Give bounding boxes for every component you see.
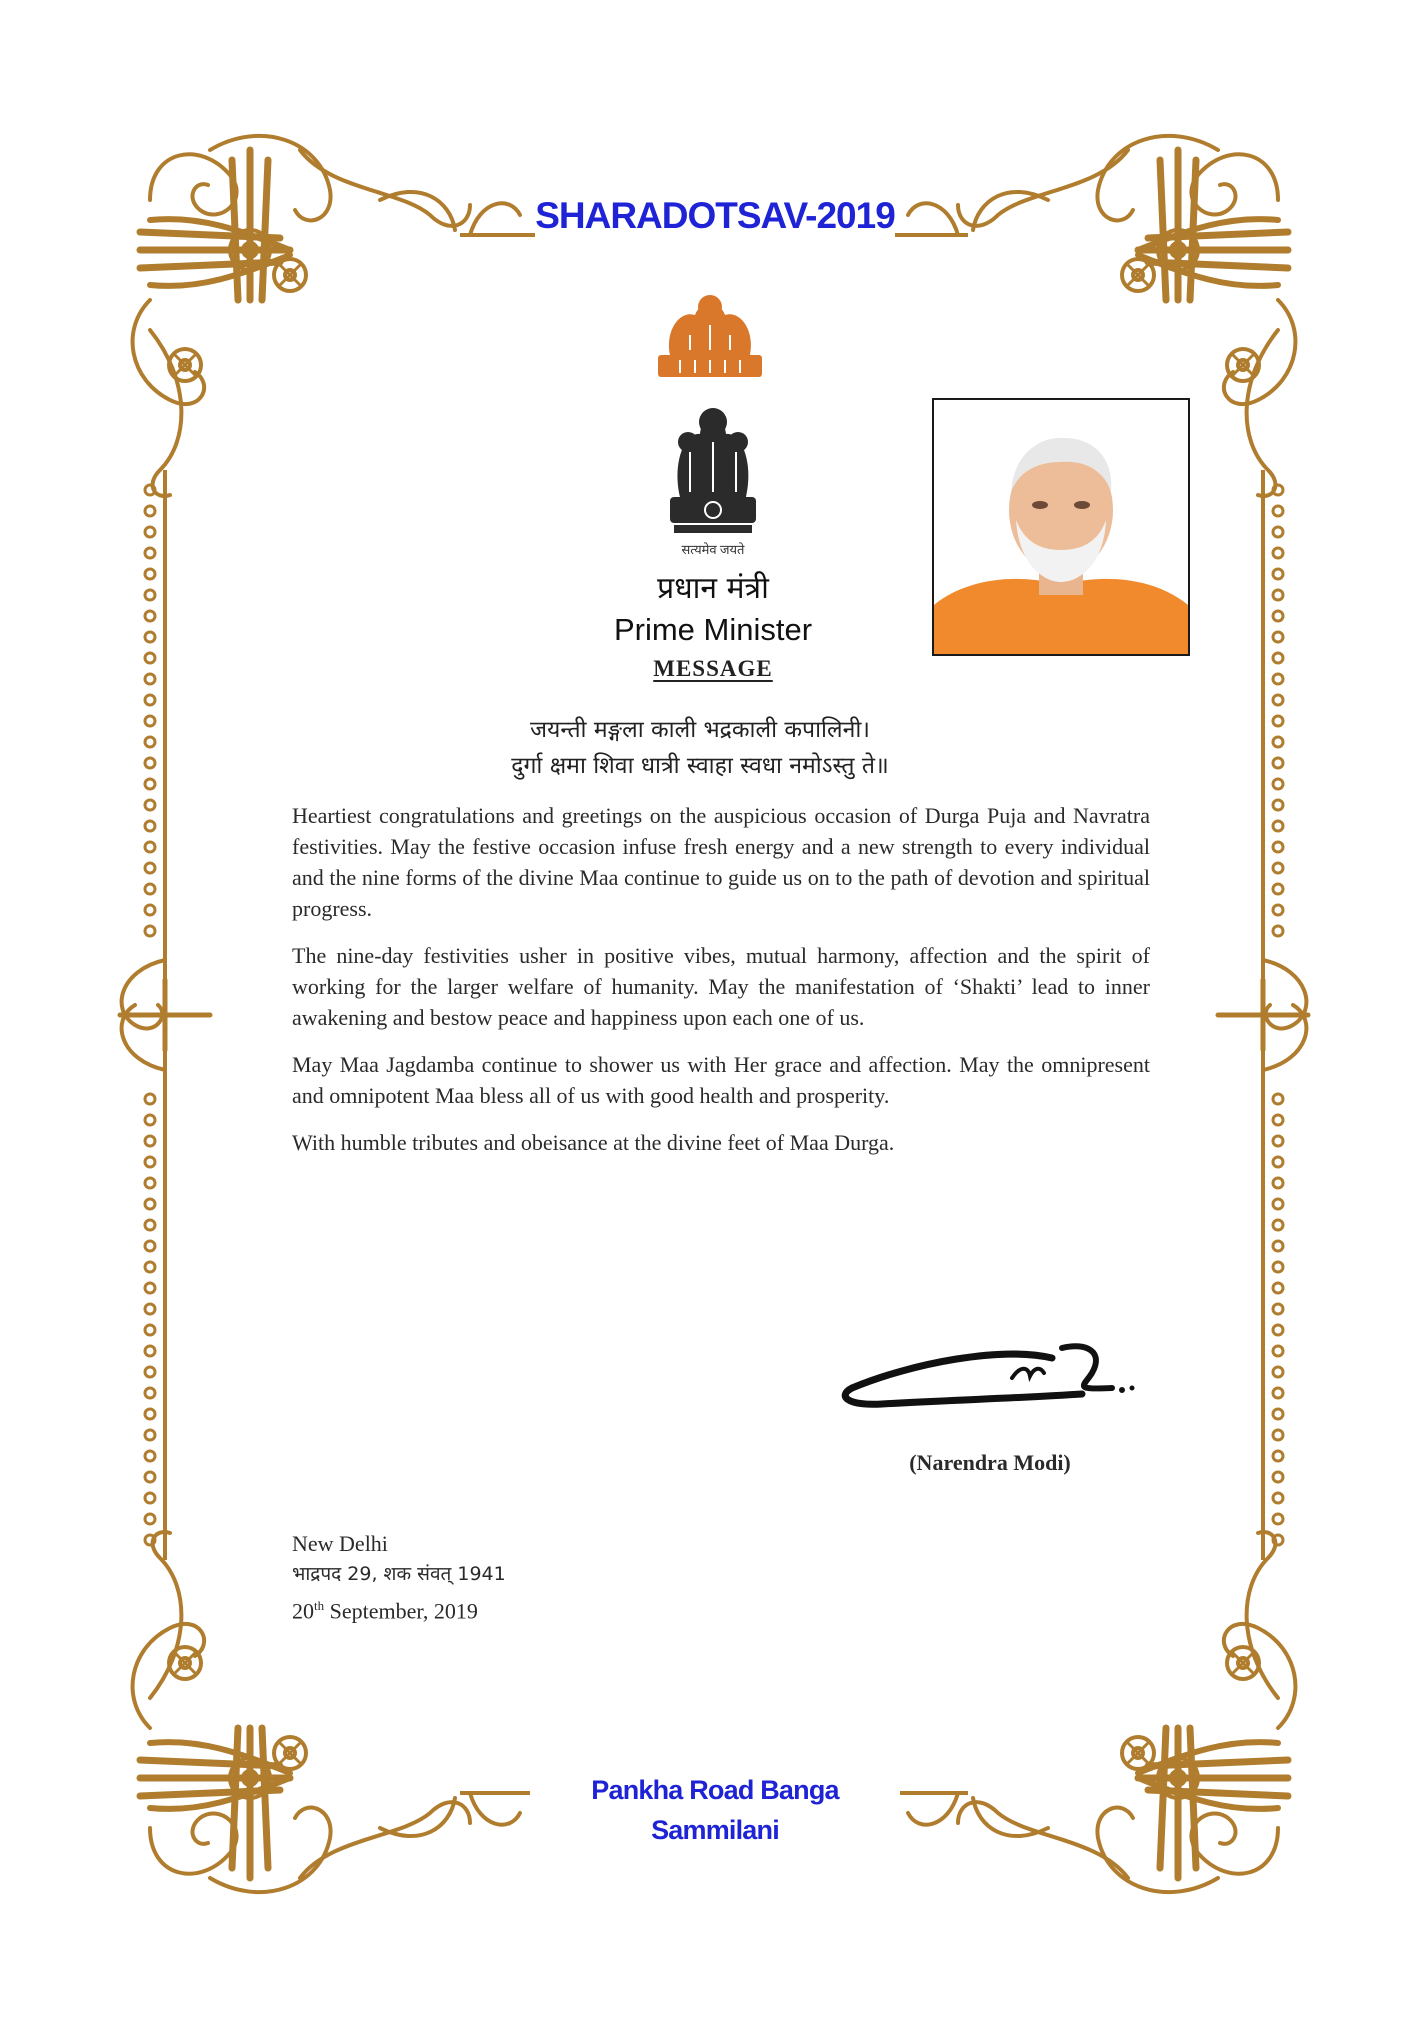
place-date <box>292 1528 692 1626</box>
frame-dot <box>1273 1115 1283 1125</box>
frame-dot <box>1273 905 1283 915</box>
frame-dot <box>1273 674 1283 684</box>
frame-dot <box>145 653 155 663</box>
frame-dot <box>145 590 155 600</box>
message-paragraph: With humble tributes and obeisance at the divine feet of Maa Durga. <box>292 1130 895 1155</box>
frame-dot <box>1273 842 1283 852</box>
frame-dot <box>1273 1304 1283 1314</box>
frame-dot <box>1273 1157 1283 1167</box>
frame-dot <box>145 716 155 726</box>
frame-dot <box>1273 1451 1283 1461</box>
frame-dot <box>145 1514 155 1524</box>
date-month-year: September, 2019 <box>324 1598 478 1624</box>
english-date <box>292 1590 692 1626</box>
frame-dot <box>145 1409 155 1419</box>
frame-dot <box>1273 821 1283 831</box>
frame-dot <box>1273 1094 1283 1104</box>
frame-dot <box>145 1493 155 1503</box>
frame-dot <box>145 674 155 684</box>
frame-dot <box>1273 653 1283 663</box>
office-title-english: Prime Minister <box>613 612 813 647</box>
frame-dot <box>1273 884 1283 894</box>
frame-dot <box>145 1199 155 1209</box>
frame-dot <box>145 758 155 768</box>
frame-dot <box>1273 1493 1283 1503</box>
frame-dot <box>145 1472 155 1482</box>
frame-dot <box>1273 590 1283 600</box>
frame-dot <box>145 1157 155 1167</box>
organizer-name: Pankha Road Banga Sammilani <box>530 1770 900 1850</box>
frame-dot <box>1273 506 1283 516</box>
frame-dot <box>145 527 155 537</box>
office-title-hindi: प्रधान मंत्री <box>657 571 769 606</box>
date-day: 20 <box>292 1598 314 1624</box>
frame-dot <box>145 1094 155 1104</box>
frame-dot <box>1273 716 1283 726</box>
frame-dot <box>145 1136 155 1146</box>
frame-dot <box>1273 926 1283 936</box>
message-paragraph: The nine-day festivities usher in positive vibes, mutual harmony, affection and the spirit of working for the larger welfare of humanity. May the manifestation of ‘Shakti’ lead to inner awakening and bestow peace and happiness upon each one of us. <box>292 943 1150 1030</box>
message-body <box>292 800 1150 1174</box>
frame-dot <box>145 1304 155 1314</box>
frame-dot <box>145 884 155 894</box>
frame-dot <box>1273 1388 1283 1398</box>
message-paragraph: May Maa Jagdamba continue to shower us with Her grace and affection. May the omnipresent and omnipotent Maa bless all of us with good health and prosperity. <box>292 1052 1150 1108</box>
frame-dot <box>1273 1409 1283 1419</box>
frame-dot <box>1273 800 1283 810</box>
frame-dot <box>145 800 155 810</box>
frame-dot <box>1273 569 1283 579</box>
sanskrit-verse <box>390 712 1010 784</box>
message-paragraph: Heartiest congratulations and greetings on the auspicious occasion of Durga Puja and Navratra festivities. May the festive occasion infuse fresh energy and a new strength to every individual and the nine forms of the divine Maa continue to guide us on to the path of devotion and spiritual progress. <box>292 803 1150 921</box>
frame-dot <box>145 506 155 516</box>
frame-dot <box>145 1346 155 1356</box>
frame-dot <box>145 863 155 873</box>
national-motto: सत्यमेव जयते <box>681 542 745 557</box>
frame-dot <box>145 905 155 915</box>
frame-dot <box>1273 1367 1283 1377</box>
frame-dot <box>1273 1430 1283 1440</box>
frame-dot <box>145 1325 155 1335</box>
frame-dot <box>1273 737 1283 747</box>
frame-dot <box>145 1262 155 1272</box>
frame-dot <box>145 1283 155 1293</box>
frame-dot <box>145 569 155 579</box>
frame-dot <box>1273 1136 1283 1146</box>
frame-dot <box>1273 1262 1283 1272</box>
frame-dot <box>1273 1178 1283 1188</box>
frame-dot <box>145 1430 155 1440</box>
frame-dot <box>1273 779 1283 789</box>
place: New Delhi <box>292 1531 388 1556</box>
frame-dot <box>1273 1220 1283 1230</box>
portrait-photo <box>932 398 1190 656</box>
frame-dot <box>145 548 155 558</box>
frame-dot <box>145 1367 155 1377</box>
frame-dot <box>145 611 155 621</box>
frame-dot <box>1273 1472 1283 1482</box>
frame-dot <box>1273 758 1283 768</box>
frame-dot <box>145 737 155 747</box>
hindi-date: भाद्रपद 29, शक संवत् 1941 <box>292 1563 506 1585</box>
frame-dot <box>1273 1241 1283 1251</box>
frame-dot <box>1273 611 1283 621</box>
frame-dot <box>1273 1325 1283 1335</box>
frame-dot <box>1273 863 1283 873</box>
verse-line-2: दुर्गा क्षमा शिवा धात्री स्वाहा स्वधा नमोऽस्तु ते॥ <box>511 753 889 779</box>
frame-dot <box>145 926 155 936</box>
frame-dot <box>145 1241 155 1251</box>
frame-dot <box>145 1115 155 1125</box>
frame-dot <box>1273 548 1283 558</box>
frame-dot <box>1273 1283 1283 1293</box>
signatory-name: (Narendra Modi) <box>909 1450 1071 1475</box>
frame-dot <box>1273 1346 1283 1356</box>
frame-dot <box>1273 1514 1283 1524</box>
frame-dot <box>145 695 155 705</box>
date-day-suffix: th <box>314 1598 325 1613</box>
frame-dot <box>145 842 155 852</box>
frame-dot <box>145 821 155 831</box>
state-emblem-icon <box>660 392 766 542</box>
verse-line-1: जयन्ती मङ्गला काली भद्रकाली कपालिनी। <box>529 717 871 743</box>
emblem-icon <box>650 285 770 385</box>
document-heading: MESSAGE <box>653 656 773 681</box>
frame-dot <box>145 1178 155 1188</box>
event-title: SHARADOTSAV-2019 <box>535 192 895 240</box>
handwritten-signature <box>822 1318 1142 1418</box>
portrait-illustration <box>934 400 1188 654</box>
frame-dot <box>145 1388 155 1398</box>
frame-dot <box>145 779 155 789</box>
frame-dot <box>145 632 155 642</box>
frame-dot <box>1273 1199 1283 1209</box>
frame-dot <box>1273 527 1283 537</box>
frame-dot <box>1273 632 1283 642</box>
frame-dot <box>145 1451 155 1461</box>
frame-dot <box>1273 695 1283 705</box>
frame-dot <box>145 1220 155 1230</box>
